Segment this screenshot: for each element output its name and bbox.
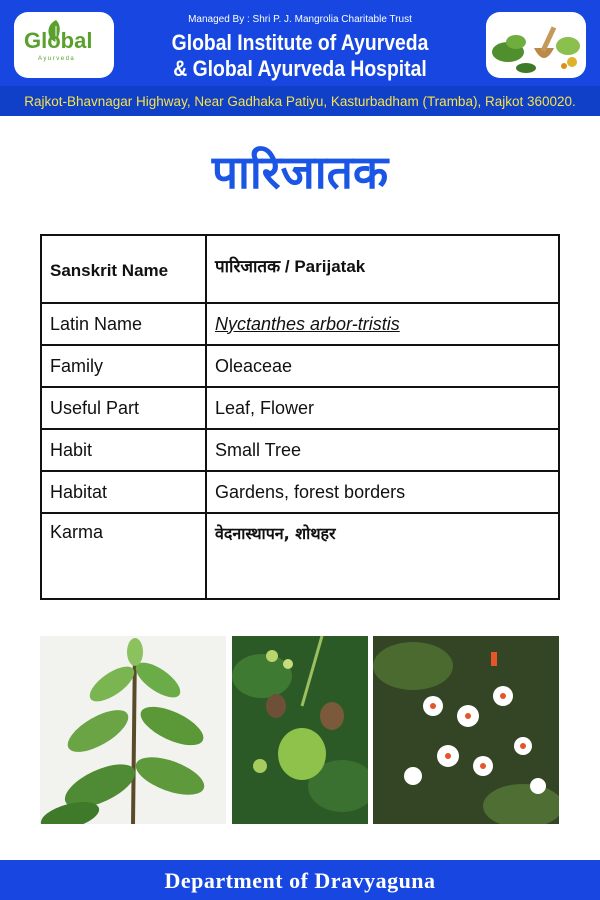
row-key: Sanskrit Name <box>41 235 206 303</box>
row-value: Small Tree <box>206 429 559 471</box>
fruit-photo <box>232 636 368 824</box>
footer-banner <box>0 860 600 900</box>
row-key: Habit <box>41 429 206 471</box>
row-value: पारिजातक / Parijatak <box>206 235 559 303</box>
leaves-photo-icon <box>40 636 226 824</box>
row-key: Habitat <box>41 471 206 513</box>
table-row-family <box>41 345 559 387</box>
logo-subtext: Ayurveda <box>38 56 76 62</box>
flowers-photo <box>373 636 559 824</box>
row-value <box>206 513 559 599</box>
row-value <box>206 303 559 345</box>
row-key: Useful Part <box>41 387 206 429</box>
row-value: Oleaceae <box>206 345 559 387</box>
header-banner <box>0 0 600 86</box>
row-value: Leaf, Flower <box>206 387 559 429</box>
fruit-photo-icon <box>232 636 368 824</box>
leaves-photo <box>40 636 226 824</box>
table-row-karma <box>41 513 559 599</box>
plant-info-table <box>40 234 560 600</box>
logo-text: Global <box>24 28 93 53</box>
table-row-useful-part <box>41 387 559 429</box>
herbs-mortar-image <box>486 12 586 78</box>
table-row-habitat <box>41 471 559 513</box>
address-bar <box>0 86 600 116</box>
row-key: Latin Name <box>41 303 206 345</box>
plant-title: पारिजातक <box>211 145 389 199</box>
table-row-latin-name <box>41 303 559 345</box>
institute-name-line1: Global Institute of Ayurveda <box>171 30 429 55</box>
department-name: Department of Dravyaguna <box>164 868 436 893</box>
latin-name-link: Nyctanthes arbor-tristis <box>215 313 400 334</box>
row-key: Karma <box>41 513 206 599</box>
mortar-herbs-icon <box>486 12 586 78</box>
karma-value: वेदनास्थापन, शोथहर <box>215 524 336 543</box>
row-value: Gardens, forest borders <box>206 471 559 513</box>
address-text: Rajkot-Bhavnagar Highway, Near Gadhaka Patiyu, Kasturbadham (Tramba), Rajkot 360020. <box>24 94 576 109</box>
table-row-habit <box>41 429 559 471</box>
table-row-sanskrit-name <box>41 235 559 303</box>
row-key: Family <box>41 345 206 387</box>
flowers-photo-icon <box>373 636 559 824</box>
institute-name-line2: & Global Ayurveda Hospital <box>173 56 427 81</box>
managed-by-text: Managed By : Shri P. J. Mangrolia Charitable Trust <box>188 14 412 25</box>
